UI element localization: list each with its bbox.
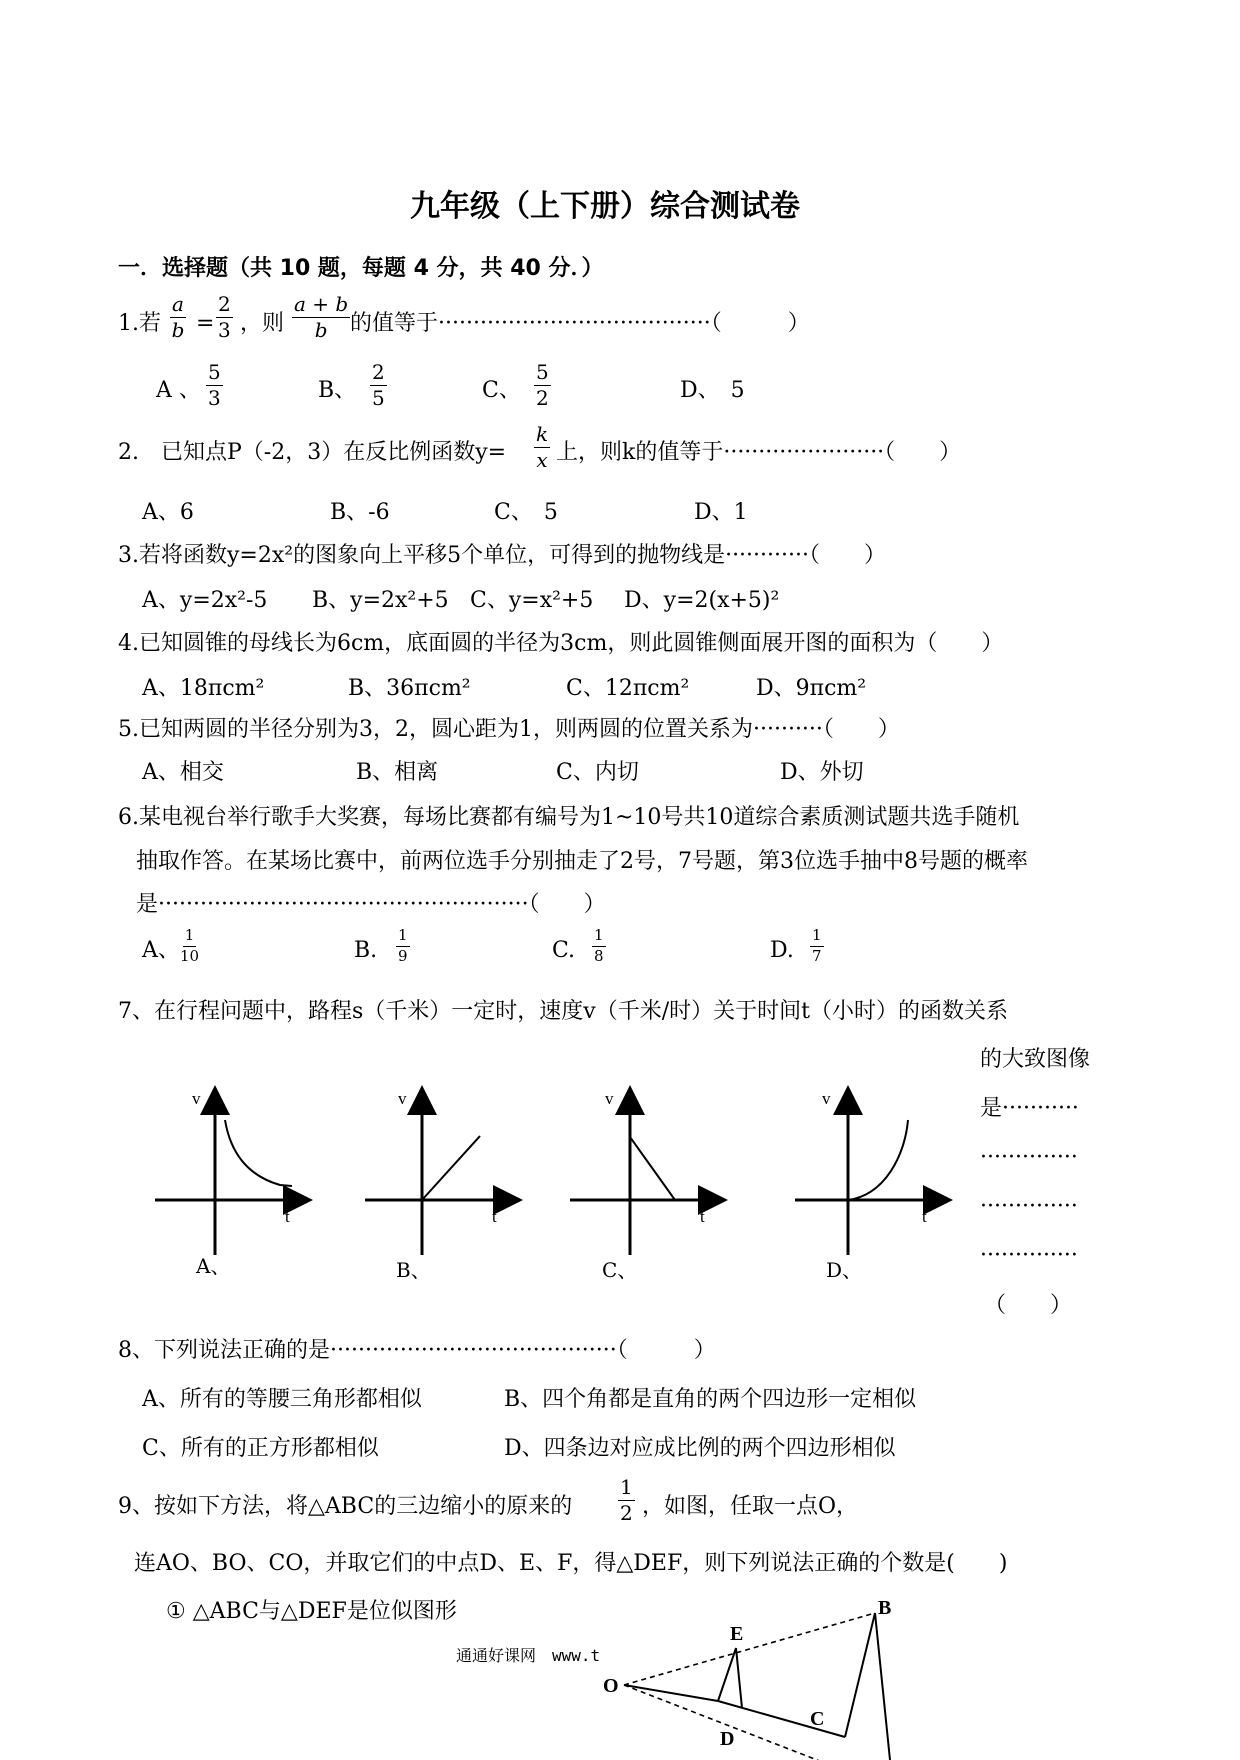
q1-fraction-sum: $\frac{a + b}{b}$ bbox=[294, 292, 349, 342]
q6-option-d-label: D. bbox=[770, 938, 794, 963]
q1-option-a-value: $\frac{5}{3}$ bbox=[208, 360, 221, 410]
q8-option-a: A、所有的等腰三角形都相似 bbox=[142, 1387, 422, 1412]
page-title: 九年级（上下册）综合测试卷 bbox=[410, 189, 800, 224]
graph-d-label: D、 bbox=[826, 1258, 863, 1282]
question-9-line-2: 连AO、BO、CO，并取它们的中点D、E、F，得△DEF，则下列说法正确的个数是( ) bbox=[134, 1551, 1008, 1576]
q1-option-d: D、 5 bbox=[680, 378, 745, 403]
question-3: 3.若将函数y=2x²的图象向上平移5个单位，可得到的抛物线是············（ ） bbox=[118, 543, 886, 568]
q7-dots-1: ·············· bbox=[980, 1145, 1078, 1170]
q3-option-b: B、y=2x²+5 bbox=[312, 588, 449, 613]
q7-dots-2: ·············· bbox=[980, 1194, 1078, 1219]
graph-b-label: B、 bbox=[396, 1258, 431, 1282]
q4-option-a: A、18πcm² bbox=[142, 676, 265, 701]
graph-a-v-label: v bbox=[192, 1089, 201, 1108]
segment-DE bbox=[718, 1648, 736, 1701]
q6-option-a-label: A、 bbox=[142, 938, 180, 963]
q9-fraction-1-2: $\frac{1}{2}$ bbox=[620, 1475, 633, 1525]
point-D-label: D bbox=[720, 1728, 735, 1750]
q1-suffix: 的值等于·······································（ ） bbox=[350, 311, 810, 336]
graph-a-curve bbox=[225, 1120, 292, 1186]
q1-option-c-label: C、 bbox=[482, 378, 521, 403]
question-6-line-1: 6.某电视台举行歌手大奖赛，每场比赛都有编号为1~10号共10道综合素质测试题共选手随机 bbox=[118, 805, 1020, 830]
q7-answer-paren: （ ） bbox=[984, 1293, 1073, 1318]
graph-c-line bbox=[630, 1137, 675, 1200]
q3-option-d: D、y=2(x+5)² bbox=[624, 588, 780, 613]
graph-d bbox=[790, 1080, 960, 1260]
graph-d-curve bbox=[848, 1120, 908, 1200]
q5-option-d: D、外切 bbox=[780, 760, 864, 785]
q6-option-d-value: $\frac{1}{7}$ bbox=[812, 926, 822, 965]
q6-option-b-label: B. bbox=[354, 938, 378, 963]
q1-option-c-value: $\frac{5}{2}$ bbox=[536, 360, 549, 410]
q7-side-text-2: 是··········· bbox=[980, 1096, 1079, 1121]
q6-option-b-value: $\frac{1}{9}$ bbox=[398, 926, 408, 965]
q2-option-a: A、6 bbox=[142, 500, 194, 525]
q1-equals: = bbox=[196, 311, 215, 336]
q8-option-d: D、四条边对应成比例的两个四边形相似 bbox=[504, 1436, 896, 1461]
question-4: 4.已知圆锥的母线长为6cm，底面圆的半径为3cm，则此圆锥侧面展开图的面积为（ ） bbox=[118, 631, 1004, 656]
q2-fraction-k-x: $\frac{k}{x}$ bbox=[536, 422, 549, 472]
q2-option-d: D、1 bbox=[694, 500, 748, 525]
q6-option-a-value: $\frac{1}{10}$ bbox=[180, 926, 200, 965]
graph-b-line bbox=[422, 1136, 480, 1200]
q1-fraction-2-3: $\frac{2}{3}$ bbox=[218, 292, 231, 342]
q3-option-a: A、y=2x²-5 bbox=[142, 588, 268, 613]
q5-option-c: C、内切 bbox=[556, 760, 639, 785]
graph-a-t-label: t bbox=[285, 1207, 290, 1226]
graph-c-t-label: t bbox=[700, 1207, 705, 1226]
q2-prefix: 2. 已知点P（-2，3）在反比例函数y= bbox=[118, 440, 507, 465]
q8-option-c: C、所有的正方形都相似 bbox=[142, 1436, 379, 1461]
point-B-label: B bbox=[878, 1597, 892, 1619]
q2-option-b: B、-6 bbox=[330, 500, 390, 525]
question-5: 5.已知两圆的半径分别为3，2，圆心距为1，则两圆的位置关系为··········（ ） bbox=[118, 717, 900, 742]
point-O-label: O bbox=[603, 1675, 619, 1697]
graph-d-t-label: t bbox=[922, 1207, 927, 1226]
q9-figure bbox=[600, 1590, 900, 1760]
segment-OB bbox=[624, 1613, 875, 1685]
question-9-suffix: ，如图，任取一点O， bbox=[642, 1494, 859, 1519]
q2-option-c: C、 5 bbox=[494, 500, 558, 525]
q1-option-a-label: A 、 bbox=[156, 378, 201, 403]
section-heading: 一．选择题（共 10 题，每题 4 分，共 40 分．） bbox=[118, 256, 604, 281]
q1-prefix: 1.若 bbox=[118, 311, 161, 336]
q1-option-b-label: B、 bbox=[318, 378, 357, 403]
q6-option-c-value: $\frac{1}{8}$ bbox=[594, 926, 604, 965]
question-8: 8、下列说法正确的是·········································（ ） bbox=[118, 1338, 716, 1363]
q5-option-b: B、相离 bbox=[356, 760, 439, 785]
q7-side-text-1: 的大致图像 bbox=[980, 1047, 1091, 1072]
q4-option-c: C、12πcm² bbox=[566, 676, 690, 701]
graph-a bbox=[150, 1080, 320, 1260]
graph-b-t-label: t bbox=[492, 1207, 497, 1226]
graph-c-label: C、 bbox=[602, 1258, 638, 1282]
segment-D-to-A bbox=[718, 1701, 845, 1737]
q2-suffix: 上，则k的值等于·······················（ ） bbox=[556, 440, 962, 465]
q7-dots-3: ·············· bbox=[980, 1243, 1078, 1268]
graph-c bbox=[565, 1080, 735, 1260]
graph-b-v-label: v bbox=[398, 1089, 407, 1108]
graph-a-label: A、 bbox=[196, 1254, 231, 1278]
q1-option-b-value: $\frac{2}{5}$ bbox=[372, 360, 385, 410]
segment-BA bbox=[845, 1613, 875, 1737]
q8-option-b: B、四个角都是直角的两个四边形一定相似 bbox=[504, 1387, 917, 1412]
point-C-label: C bbox=[810, 1708, 825, 1730]
question-7: 7、在行程问题中，路程s（千米）一定时，速度v（千米/时）关于时间t（小时）的函数关系 bbox=[118, 999, 1008, 1024]
segment-EF bbox=[736, 1648, 742, 1708]
q6-option-c-label: C. bbox=[552, 938, 576, 963]
graph-b bbox=[360, 1080, 530, 1260]
q1-mid: ，则 bbox=[240, 311, 285, 336]
question-9-prefix: 9、按如下方法，将△ABC的三边缩小的原来的 bbox=[118, 1494, 573, 1519]
graph-c-v-label: v bbox=[605, 1089, 614, 1108]
segment-O-to-D bbox=[624, 1685, 718, 1701]
q3-option-c: C、y=x²+5 bbox=[470, 588, 594, 613]
q9-statement-1: ① △ABC与△DEF是位似图形 bbox=[166, 1599, 457, 1624]
point-E-label: E bbox=[730, 1623, 744, 1645]
graph-d-v-label: v bbox=[822, 1089, 831, 1108]
watermark-text: 通通好课网 www.t bbox=[456, 1646, 601, 1665]
segment-B-down bbox=[875, 1613, 890, 1760]
question-6-line-2: 抽取作答。在某场比赛中，前两位选手分别抽走了2号，7号题，第3位选手抽中8号题的概率 bbox=[136, 849, 1028, 874]
q1-fraction-a-b: $\frac{a}{b}$ bbox=[171, 292, 185, 342]
q4-option-b: B、36πcm² bbox=[348, 676, 471, 701]
q5-option-a: A、相交 bbox=[142, 760, 224, 785]
question-6-line-3: 是·····················································（ ） bbox=[136, 892, 606, 917]
q4-option-d: D、9πcm² bbox=[756, 676, 867, 701]
